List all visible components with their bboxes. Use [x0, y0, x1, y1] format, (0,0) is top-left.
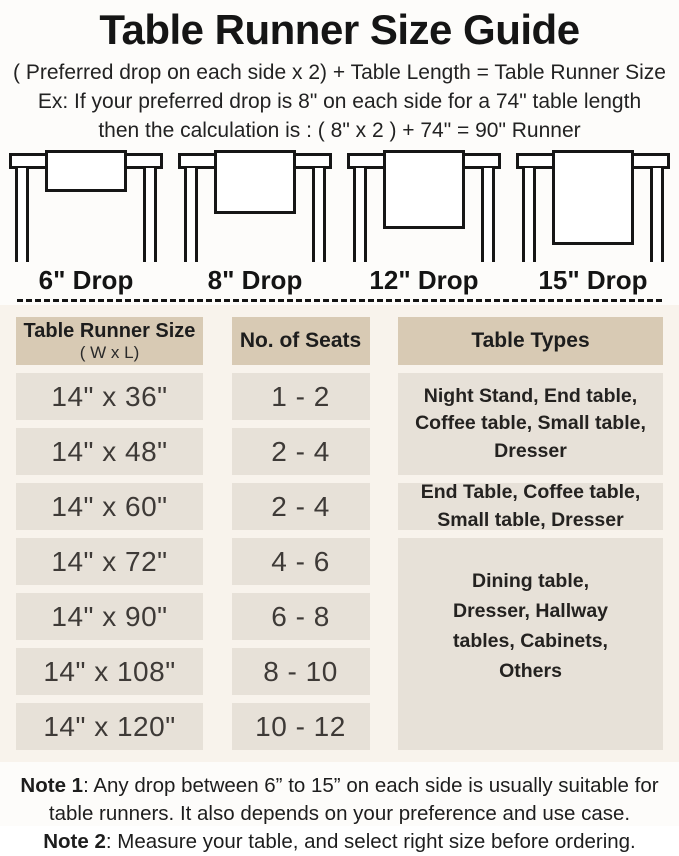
- runner-graphic: [214, 150, 296, 214]
- seats-value: 8 - 10: [263, 655, 338, 687]
- seats-cell: [232, 538, 370, 585]
- seats-cell: [232, 428, 370, 475]
- runner-size-value: 14" x 108": [43, 655, 176, 687]
- table-types-cell-small-tables: [398, 373, 663, 475]
- table-illustration-8-drop: [178, 150, 332, 296]
- seats-cell: [232, 703, 370, 750]
- seats-value: 10 - 12: [255, 710, 346, 742]
- guide-header: [0, 0, 679, 143]
- note-2: [0, 828, 679, 856]
- column-header-title: No. of Seats: [239, 329, 362, 353]
- table-types-text: Dining table, Dresser, Hallway tables, Cabinets, Others: [452, 569, 609, 683]
- table-leg-right-icon: [650, 168, 664, 262]
- runner-graphic: [45, 150, 127, 192]
- runner-size-cell: [16, 593, 203, 640]
- table-types-cell-medium-tables: [398, 480, 663, 531]
- column-header-runner-size: [16, 317, 203, 365]
- note-1: [0, 772, 679, 828]
- seats-cell: [232, 593, 370, 640]
- drop-label-6: 6" Drop: [38, 265, 134, 296]
- table-drawing: [516, 150, 670, 262]
- drop-label-8: 8" Drop: [207, 265, 303, 296]
- page-title: Table Runner Size Guide: [99, 6, 580, 53]
- table-leg-left-icon: [184, 168, 198, 262]
- runner-size-value: 14" x 36": [51, 380, 168, 412]
- column-header-seats: [232, 317, 370, 365]
- runner-size-value: 14" x 72": [51, 545, 168, 577]
- size-table-section: [0, 305, 679, 762]
- seats-cell: [232, 648, 370, 695]
- runner-size-value: 14" x 120": [43, 710, 176, 742]
- size-table: [16, 317, 663, 750]
- table-leg-right-icon: [143, 168, 157, 262]
- table-leg-right-icon: [312, 168, 326, 262]
- runner-size-value: 14" x 90": [51, 600, 168, 632]
- note-1-text: : Any drop between 6” to 15” on each side is usually suitable for table runners. It also depends on your preference and use case.: [48, 774, 659, 826]
- table-types-text: Night Stand, End table, Coffee table, Small table, Dresser: [415, 384, 646, 462]
- runner-graphic: [552, 150, 634, 245]
- runner-size-cell: [16, 373, 203, 420]
- seats-value: 6 - 8: [271, 600, 330, 632]
- table-types-text: End Table, Coffee table, Small table, Dresser: [420, 480, 641, 531]
- seats-value: 1 - 2: [271, 380, 330, 412]
- note-2-text: : Measure your table, and select right size before ordering.: [105, 830, 636, 854]
- column-header-title: Table Types: [471, 329, 590, 353]
- drop-label-15: 15" Drop: [538, 265, 648, 296]
- table-illustration-15-drop: [516, 150, 670, 296]
- column-header-table-types: [398, 317, 663, 365]
- runner-size-cell: [16, 538, 203, 585]
- table-drawing: [9, 150, 163, 262]
- seats-cell: [232, 373, 370, 420]
- table-types-cell-large-tables: [398, 538, 663, 750]
- runner-size-value: 14" x 48": [51, 435, 168, 467]
- table-drawing: [178, 150, 332, 262]
- example-line-2: then the calculation is : ( 8" x 2 ) + 74" = 90" Runner: [98, 119, 581, 143]
- table-illustration-12-drop: [347, 150, 501, 296]
- table-illustration-6-drop: [9, 150, 163, 296]
- column-header-subtitle: ( W x L): [79, 342, 140, 362]
- note-2-label: Note 2: [43, 830, 106, 854]
- formula-text: ( Preferred drop on each side x 2) + Table Length = Table Runner Size: [13, 61, 666, 85]
- runner-size-cell: [16, 483, 203, 530]
- note-1-label: Note 1: [20, 774, 84, 798]
- runner-size-value: 14" x 60": [51, 490, 168, 522]
- table-leg-left-icon: [15, 168, 29, 262]
- dashed-divider: [17, 299, 662, 302]
- example-line-1: Ex: If your preferred drop is 8" on each side for a 74" table length: [37, 90, 642, 114]
- seats-value: 2 - 4: [271, 435, 330, 467]
- drop-illustrations: [0, 150, 679, 296]
- column-header-title: Table Runner Size: [23, 319, 196, 342]
- runner-graphic: [383, 150, 465, 229]
- runner-size-cell: [16, 703, 203, 750]
- seats-value: 2 - 4: [271, 490, 330, 522]
- table-leg-right-icon: [481, 168, 495, 262]
- table-drawing: [347, 150, 501, 262]
- seats-value: 4 - 6: [271, 545, 330, 577]
- drop-label-12: 12" Drop: [369, 265, 479, 296]
- runner-size-cell: [16, 648, 203, 695]
- runner-size-cell: [16, 428, 203, 475]
- seats-cell: [232, 483, 370, 530]
- notes-section: [0, 762, 679, 856]
- table-leg-left-icon: [353, 168, 367, 262]
- table-leg-left-icon: [522, 168, 536, 262]
